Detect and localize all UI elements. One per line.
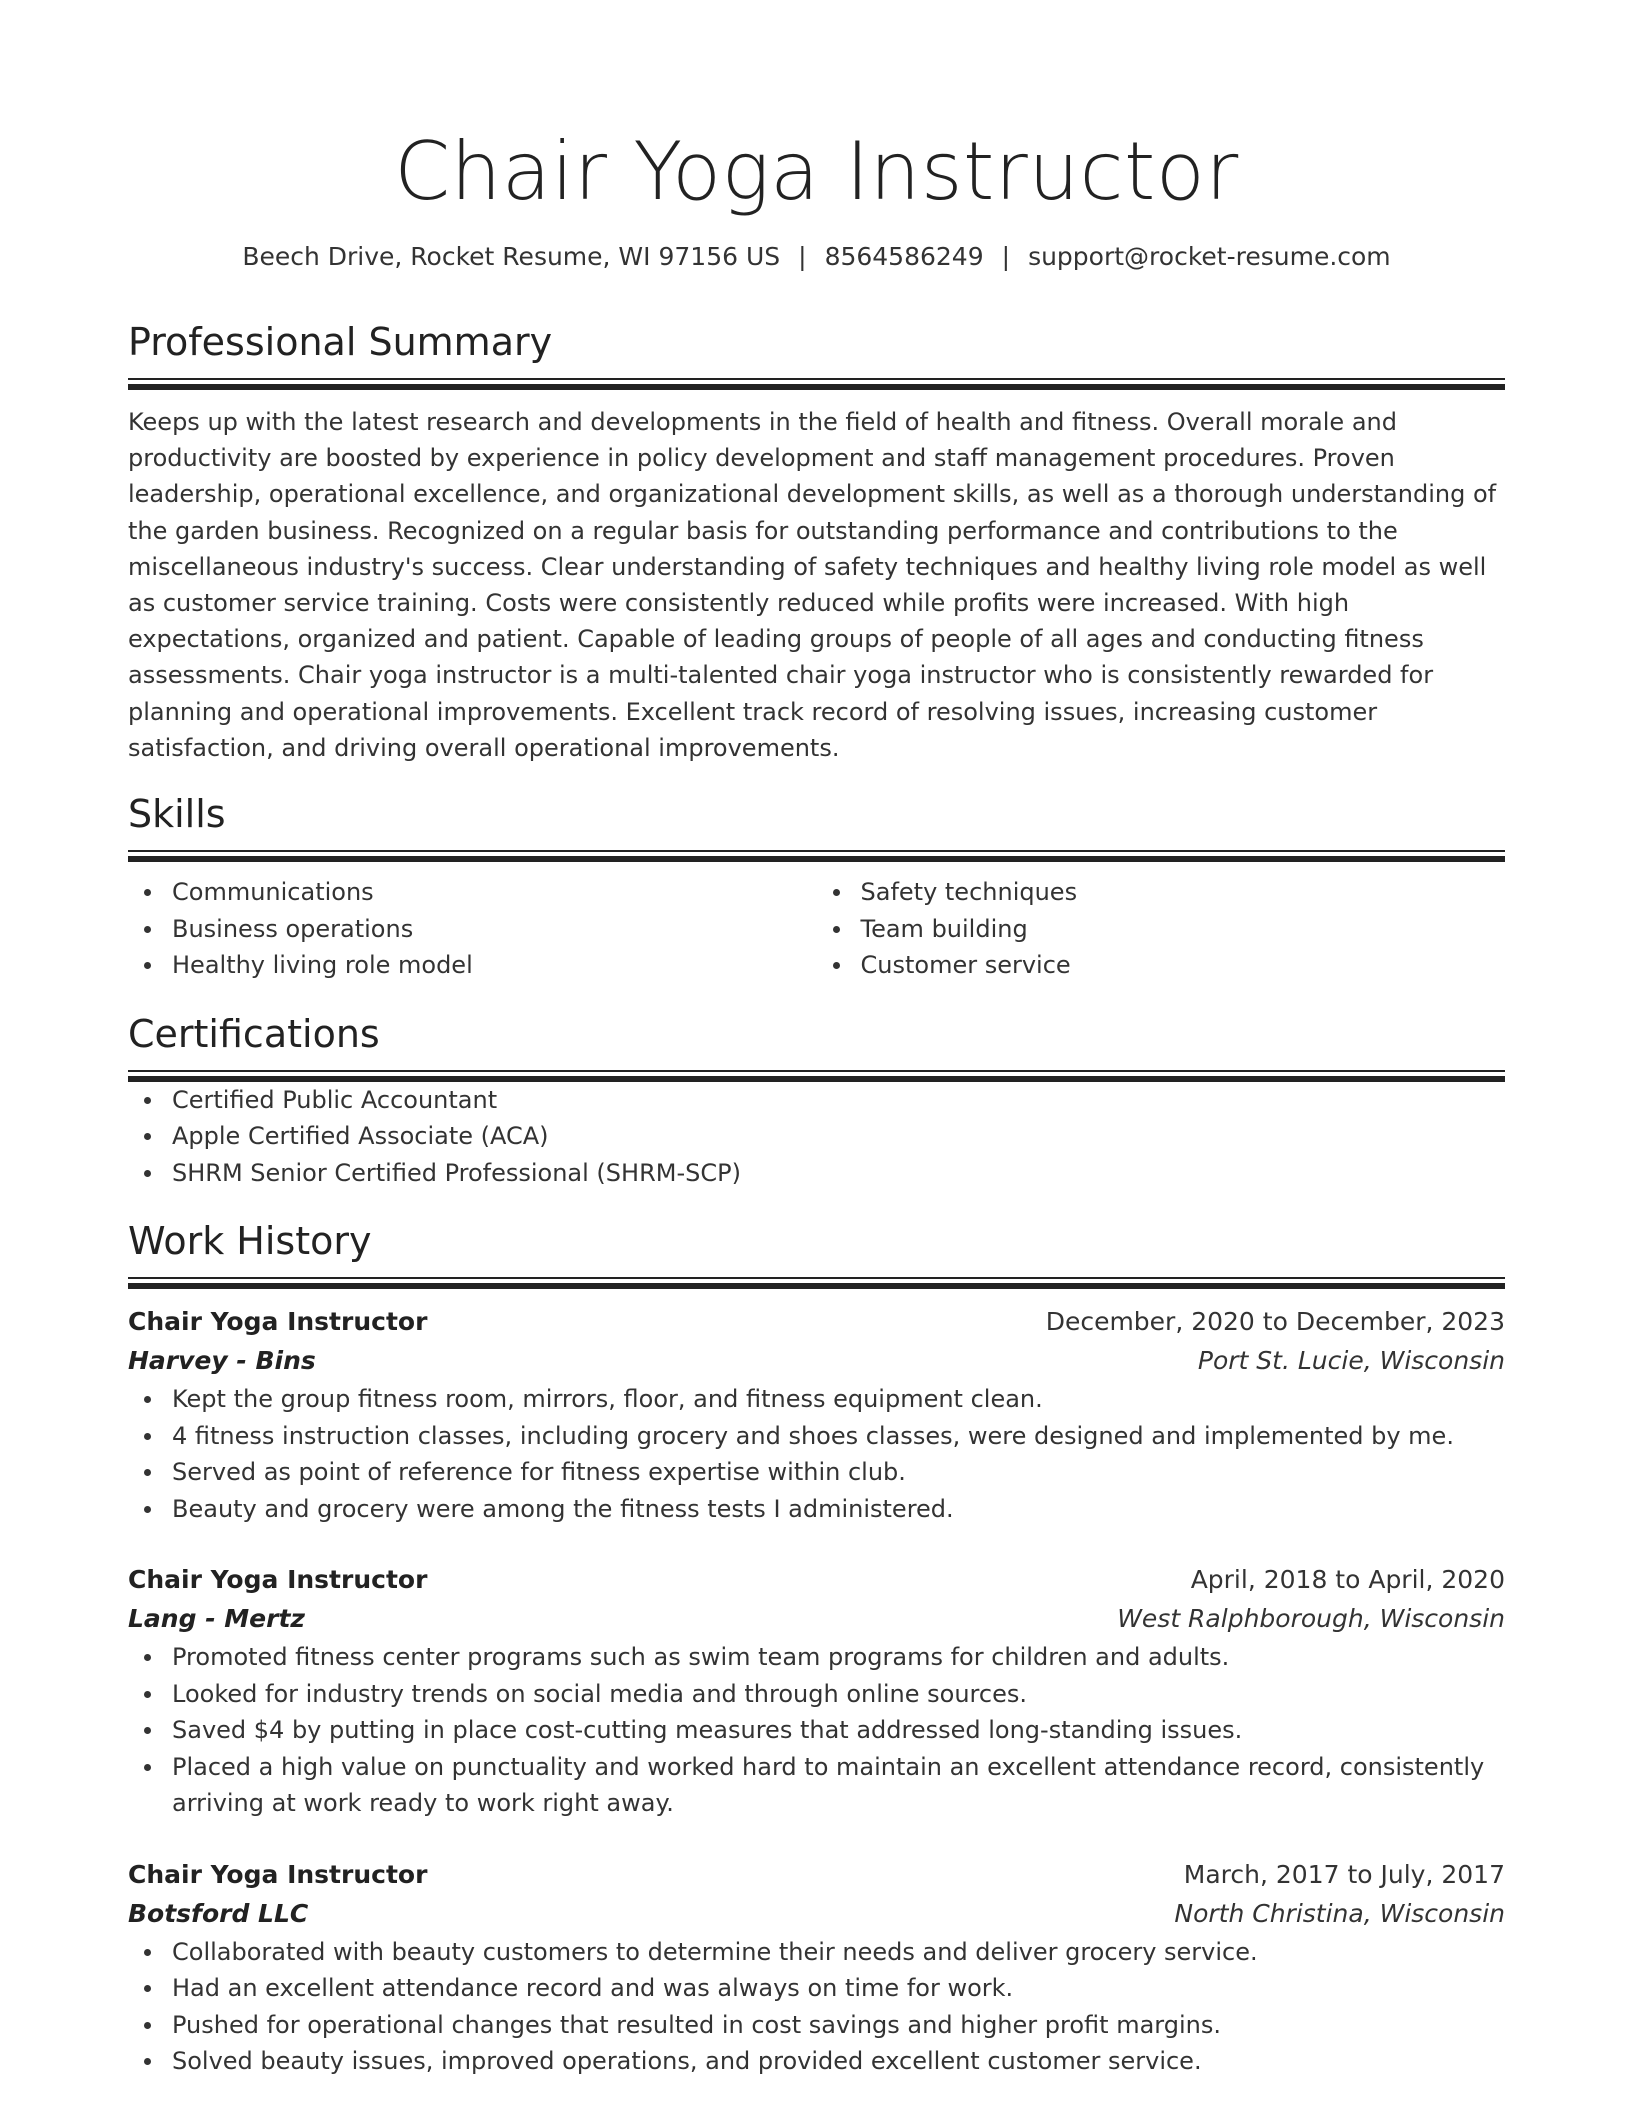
contact-separator: | [1001,242,1011,271]
job-company: Lang - Mertz [128,1604,305,1634]
job-entry [128,1561,1505,1822]
job-title: Chair Yoga Instructor [128,1307,428,1337]
job-header-row [128,1561,1505,1599]
job-location: West Ralphborough, Wisconsin [1117,1604,1505,1634]
section-title-certifications: Certifications [128,1011,380,1056]
section-divider [128,1070,1505,1082]
job-bullet: Had an excellent attendance record and was always on time for work. [172,1970,1505,2007]
contact-address: Beech Drive, Rocket Resume, WI 97156 US [242,242,781,271]
job-bullet: Solved beauty issues, improved operations, and provided excellent customer service. [172,2043,1505,2080]
job-title: Chair Yoga Instructor [128,1565,428,1595]
certification-item: Apple Certified Associate (ACA) [172,1118,1505,1155]
contact-phone: 8564586249 [824,242,984,271]
summary-text: Keeps up with the latest research and developments in the field of health and fitness. Overall morale and productivity are boosted by experience in policy development and staff management procedures. Proven leadership, operational excellence, and organizational development skills, as well as a thorough understanding of the garden business. Recognized on a regular basis for outstanding performance and contributions to the miscellaneous industry's success. Clear understanding of safety techniques and healthy living role model as well as customer service training. Costs were consistently reduced while profits were increased. With high expectations, organized and patient. Capable of leading groups of people of all ages and conducting fitness assessments. Chair yoga instructor is a multi-talented chair yoga instructor who is consistently rewarded for planning and operational improvements. Excellent track record of resolving issues, increasing customer satisfaction, and driving overall operational improvements. [128,408,1497,762]
professional-summary-section [128,318,1505,766]
job-bullet: Beauty and grocery were among the fitness tests I administered. [172,1491,1505,1528]
skills-columns [128,874,1505,984]
contact-email: support@rocket-resume.com [1028,242,1391,271]
job-bullet: Saved $4 by putting in place cost-cutting measures that addressed long-standing issues. [172,1712,1505,1749]
resume-name: Chair Yoga Instructor [394,125,1239,218]
skills-list-right [817,874,1506,984]
job-location: Port St. Lucie, Wisconsin [1197,1346,1505,1376]
job-location: North Christina, Wisconsin [1174,1898,1505,1928]
section-divider [128,378,1505,390]
job-entry [128,1303,1505,1527]
contact-line [128,240,1505,274]
job-dates: April, 2018 to April, 2020 [1190,1565,1505,1595]
section-divider [128,1277,1505,1289]
skill-item: Healthy living role model [172,947,817,984]
contact-separator: | [798,242,807,271]
job-dates: March, 2017 to July, 2017 [1183,1859,1505,1889]
job-bullet: Looked for industry trends on social media and through online sources. [172,1676,1505,1713]
job-company-row [128,1599,1505,1639]
job-bullet: Pushed for operational changes that resulted in cost savings and higher profit margins. [172,2007,1505,2044]
certification-item: SHRM Senior Certified Professional (SHRM-SCP) [172,1155,1505,1192]
skill-item: Business operations [172,911,817,948]
job-bullet-list [128,1639,1505,1822]
skill-item: Communications [172,874,817,911]
job-company: Harvey - Bins [128,1346,316,1376]
certification-item: Certified Public Accountant [172,1082,1505,1119]
skill-item: Customer service [861,947,1506,984]
job-company-row [128,1894,1505,1934]
job-bullet: Collaborated with beauty customers to determine their needs and deliver grocery service. [172,1934,1505,1971]
job-header-row [128,1303,1505,1341]
job-dates: December, 2020 to December, 2023 [1045,1307,1505,1337]
section-title-skills: Skills [128,792,226,837]
resume-page [128,0,1505,2080]
certifications-section [128,1010,1505,1192]
certifications-list [128,1082,1505,1192]
work-history-section [128,1217,1505,2080]
skills-list-left [128,874,817,984]
skill-item: Safety techniques [861,874,1506,911]
job-title: Chair Yoga Instructor [128,1859,428,1889]
skills-section [128,790,1505,984]
job-header-row [128,1856,1505,1894]
job-bullet: 4 fitness instruction classes, including grocery and shoes classes, were designed and implemented by me. [172,1418,1505,1455]
section-title-summary: Professional Summary [128,320,553,364]
job-bullet-list [128,1934,1505,2080]
job-bullet: Kept the group fitness room, mirrors, floor, and fitness equipment clean. [172,1381,1505,1418]
job-company: Botsford LLC [128,1898,309,1928]
skill-item: Team building [861,911,1506,948]
job-entry [128,1856,1505,2080]
job-bullet-list [128,1381,1505,1527]
job-company-row [128,1341,1505,1381]
job-bullet: Served as point of reference for fitness expertise within club. [172,1454,1505,1491]
section-divider [128,850,1505,862]
section-title-work-history: Work History [128,1219,372,1264]
job-bullet: Promoted fitness center programs such as swim team programs for children and adults. [172,1639,1505,1676]
job-bullet: Placed a high value on punctuality and worked hard to maintain an excellent attendance record, consistently arriving at work ready to work right away. [172,1749,1505,1822]
